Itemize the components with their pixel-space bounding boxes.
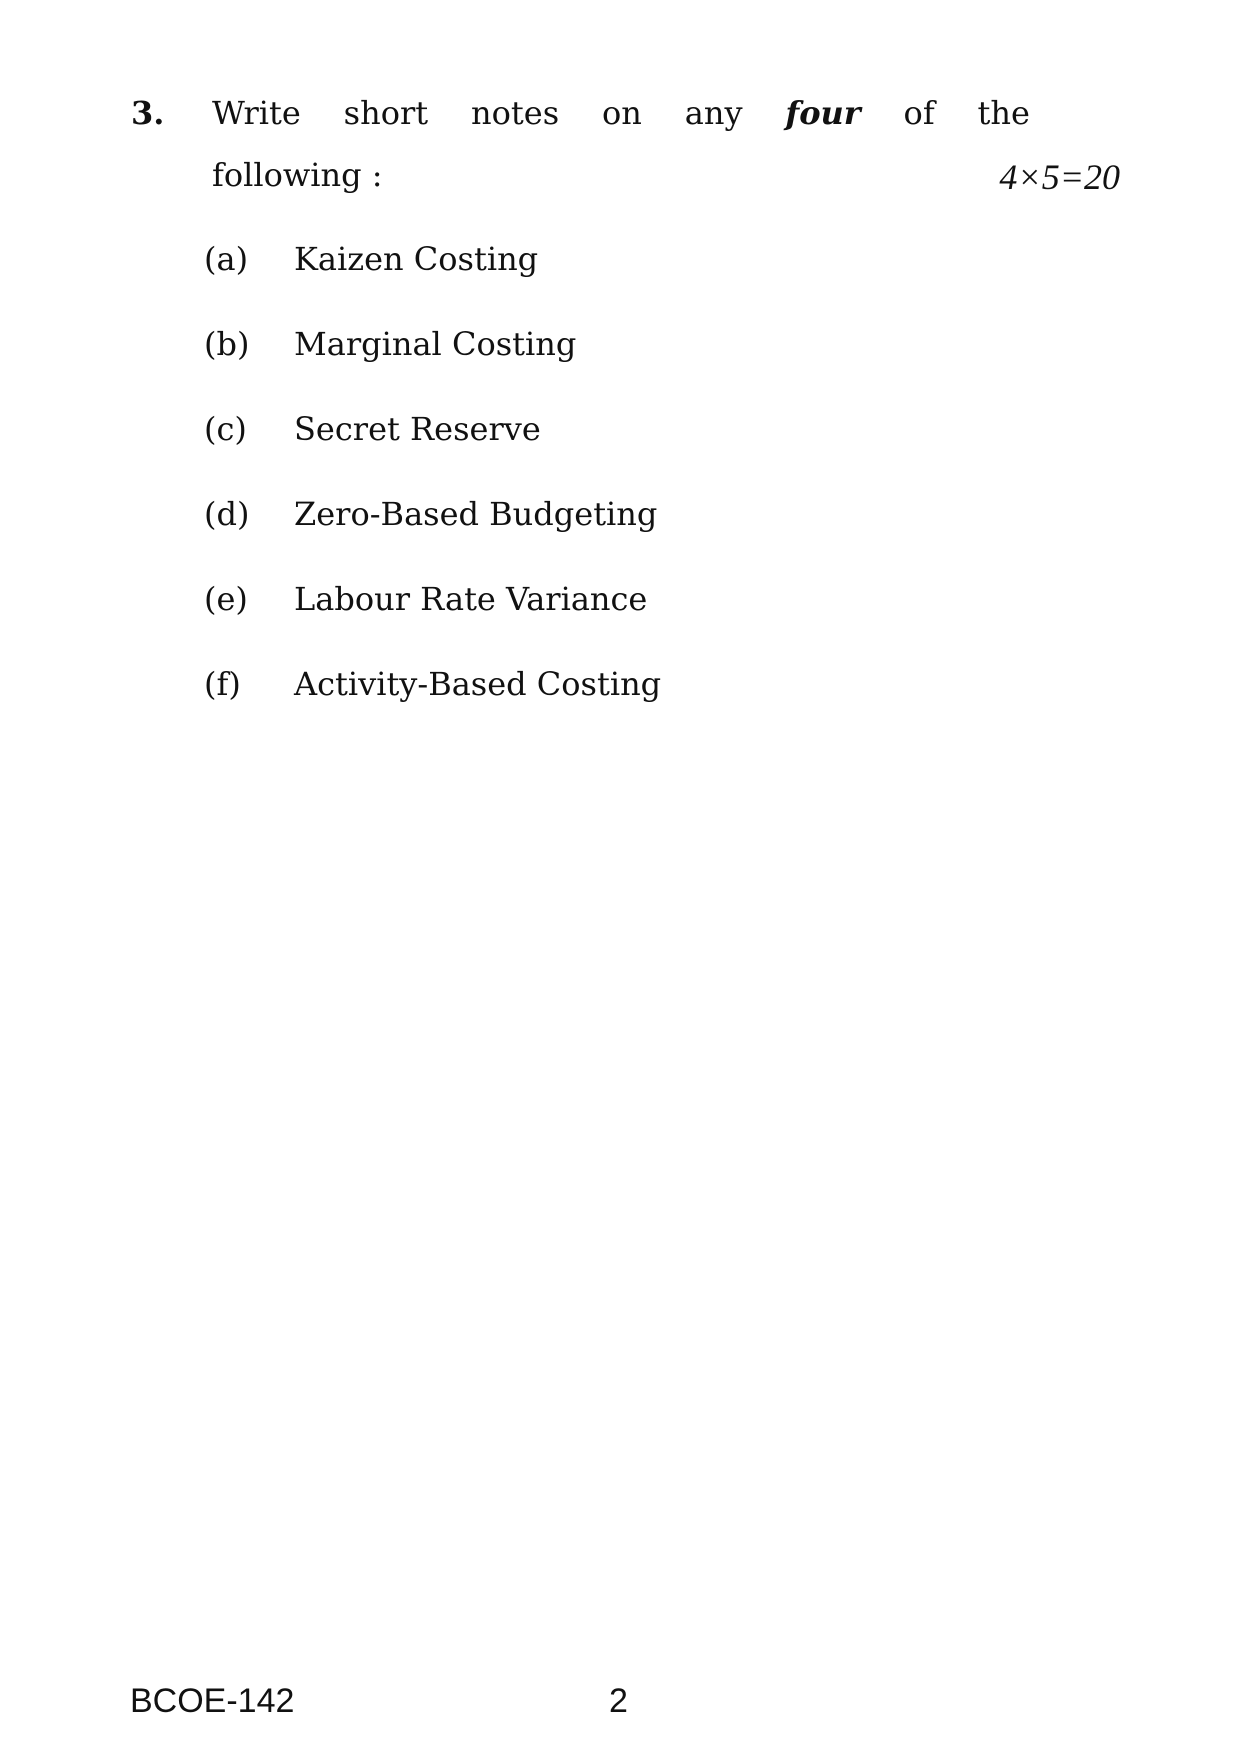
word: Write	[212, 94, 301, 132]
list-item	[204, 325, 576, 363]
course-code: BCOE-142	[130, 1682, 295, 1720]
marks: 4×5=20	[999, 157, 1120, 197]
item-text: Zero-Based Budgeting	[294, 495, 658, 533]
emphasized-word: four	[785, 94, 861, 132]
page-number: 2	[609, 1682, 628, 1720]
list-item	[204, 495, 657, 533]
item-text: Labour Rate Variance	[294, 580, 648, 618]
item-label: (d)	[204, 495, 250, 533]
word: notes	[471, 94, 560, 132]
item-label: (e)	[204, 580, 248, 618]
item-text: Activity-Based Costing	[294, 665, 662, 703]
list-item	[204, 665, 661, 703]
item-label: (b)	[204, 325, 250, 363]
question-line-2: following :	[212, 156, 383, 194]
item-label: (a)	[204, 240, 249, 278]
list-item	[204, 580, 647, 618]
word: the	[977, 94, 1030, 132]
list-item	[204, 240, 538, 278]
word: any	[684, 94, 743, 132]
word: on	[602, 94, 642, 132]
item-label: (f)	[204, 665, 241, 703]
question-number: 3.	[131, 94, 165, 132]
item-text: Secret Reserve	[294, 410, 541, 448]
word: short	[343, 94, 429, 132]
word: of	[903, 94, 935, 132]
item-label: (c)	[204, 410, 247, 448]
item-text: Kaizen Costing	[294, 240, 539, 278]
item-text: Marginal Costing	[294, 325, 577, 363]
list-item	[204, 410, 541, 448]
question-line-1	[212, 94, 1030, 132]
